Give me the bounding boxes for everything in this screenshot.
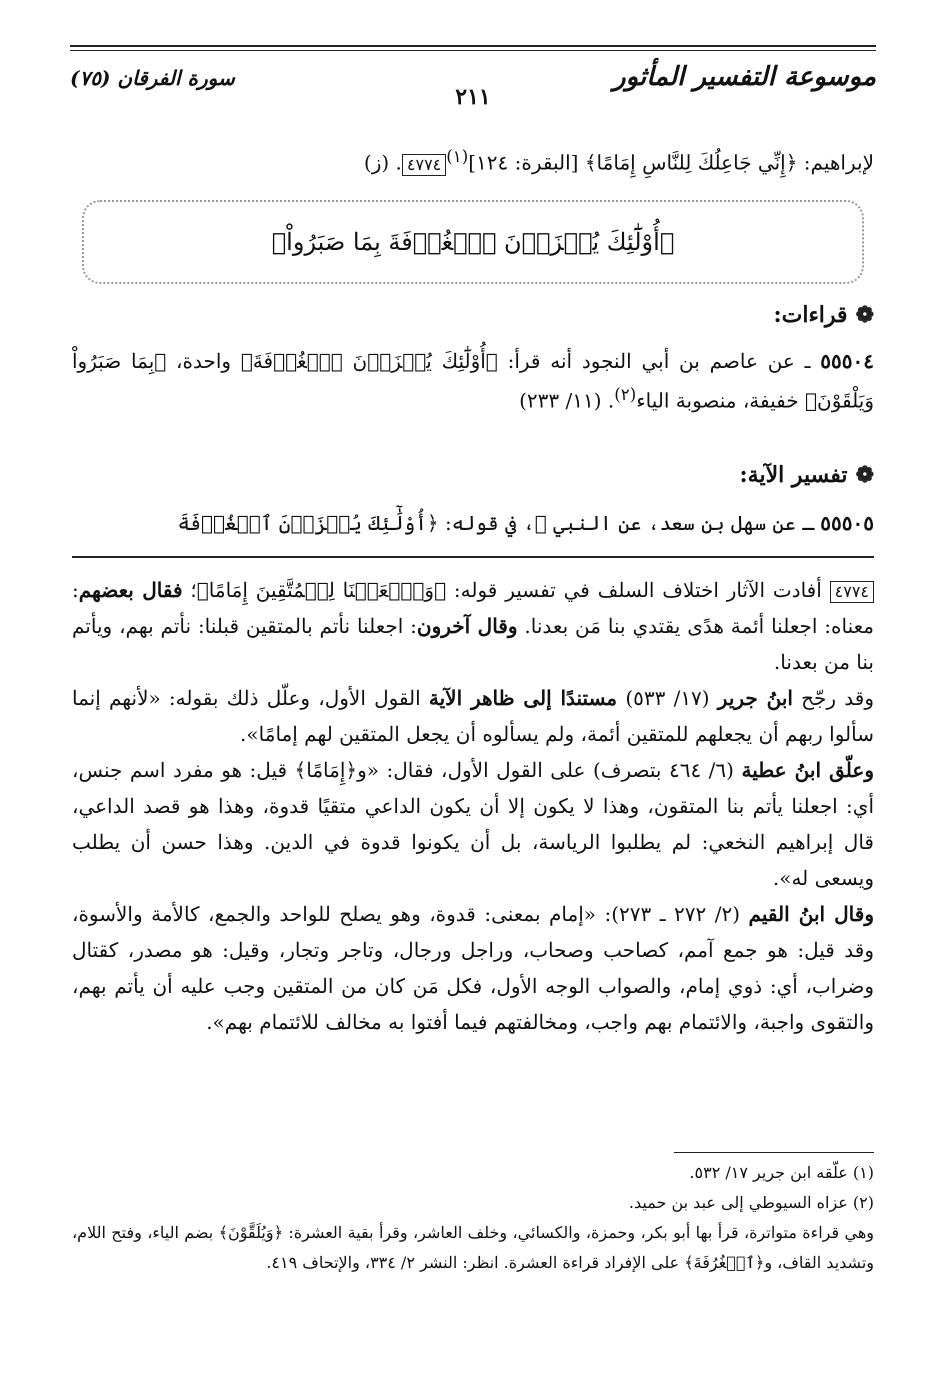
- note-text: : معناه: اجعلنا أئمة هدًى يقتدي بنا مَن بعدنا.: [72, 578, 874, 638]
- intro-tail: . (ز): [363, 150, 402, 175]
- verse-box: [82, 200, 864, 284]
- qiraat-entry: [72, 344, 874, 418]
- intro-text: لإبراهيم: ﴿إِنِّي جَاعِلُكَ لِلنَّاسِ إِمَامًا﴾ [البقرة: ١٢٤]: [468, 150, 874, 175]
- reference-box: ٤٧٧٤: [402, 154, 446, 176]
- note-bold: مستندًا إلى ظاهر الآية: [428, 686, 618, 710]
- note-text: وقد رجّح: [792, 686, 874, 710]
- footnotes: [72, 1158, 874, 1278]
- commentary-note: [72, 572, 874, 1040]
- note-bold: ابنُ عطية: [741, 758, 822, 782]
- note-paragraph: [72, 680, 874, 752]
- tafsir-entry: [72, 506, 874, 540]
- entry-tail: . (١١/ ٢٣٣): [519, 388, 615, 413]
- entry-number: ٥٥٥٠٤: [820, 349, 874, 373]
- qiraat-heading: [774, 302, 875, 328]
- footnote-item: وهي قراءة متواترة، قرأ بها أبو بكر، وحمزة، والكسائي، وخلف العاشر، وقرأ بقية العشرة: ﴿وَيُلَقَّوْنَ﴾ بضم الياء، وفتح اللام، وتشديد القاف، و﴿ٱلۡغُرُفَةَ﴾ على الإفراد قراءة العشرة. انظر: النشر ٢/ ٣٣٤، والإتحاف ٤١٩.: [72, 1223, 874, 1272]
- footnote-mark: (١): [446, 147, 469, 166]
- note-text: (١٧/ ٥٣٣): [617, 686, 718, 710]
- header-rule: [70, 45, 876, 47]
- surah-label: سورة الفرقان (٧٥): [70, 66, 235, 90]
- footnote-item: (٢) عزاه السيوطي إلى عبد بن حميد.: [628, 1193, 874, 1212]
- note-bold: وقال آخرون: [416, 614, 518, 638]
- page-number: ٢١١: [447, 84, 498, 110]
- note-paragraph: [72, 752, 874, 896]
- footnote-item: (١) علّقه ابن جرير ١٧/ ٥٣٢.: [689, 1163, 874, 1182]
- footnote-mark: (٢): [614, 385, 637, 404]
- note-text: القول الأول، وعلّل ذلك بقوله: «لأنهم إنما سألوا ربهم أن يجعلهم للمتقين أئمة، ولم يسألوه أن يجعل المتقين لهم إمامًا».: [72, 686, 874, 746]
- footnote-rule: [674, 1152, 874, 1153]
- entry-text: ـ عن عاصم بن أبي النجود أنه قرأ: ﴿أُوْلَٰٓئِكَ يُجۡزَوۡنَ ٱلۡغُرۡفَةَ﴾ واحدة، ﴿بِمَا صَبَرُواْ وَيَلْقَوْنَ﴾ خفيفة، منصوبة الياء: [72, 349, 874, 413]
- entry-number: ٥٥٥٠٥: [820, 511, 874, 535]
- entry-text: ـ عن سهل بن سعد، عن النبي ﷺ، في قوله: ﴿أُوْلَٰٓئِكَ يُجۡزَوۡنَ ٱلۡغُرۡفَةَ: [177, 511, 814, 535]
- book-title: موسوعة التفسير المأثور: [613, 62, 876, 92]
- tafsir-heading: [740, 462, 874, 488]
- note-text: : اجعلنا نأتم بالمتقين قبلنا: نأتم بهم، ويأتم بنا من بعدنا.: [72, 614, 874, 674]
- note-text: (٢/ ٢٧٢ ـ ٢٧٣): «إمام بمعنى: قدوة، وهو يصلح للواحد والجمع، كالأمة والأسوة، وقد قيل: هو جمع آمم، كصاحب وصحاب، وراجل ورجال، وتاجر وتجار، وقيل: هو مصدر، كقتال وضراب، أي: ذوي إمام، والصواب الوجه الأول، فكل مَن كان من المتقين وجب عليه أن يأتم بهم، والتقوى واجبة، والائتمام بهم واجب، ومخالفتهم فيما أفتوا به مخالف للائتمام بهم».: [72, 902, 874, 1034]
- intro-line: [72, 140, 874, 180]
- flower-icon: ❁: [855, 462, 874, 488]
- note-bold: ابنُ جرير: [717, 686, 793, 710]
- flower-icon: ❁: [855, 302, 874, 328]
- reference-box: ٤٧٧٤: [830, 581, 874, 603]
- header-rule-thin: [70, 50, 876, 51]
- note-paragraph: [72, 572, 874, 680]
- note-text: (٦/ ٤٦٤ بتصرف) على القول الأول، فقال: «و﴿إِمَامًا﴾ قيل: هو مفرد اسم جنس، أي: اجعلنا يأتم بنا المتقون، وهذا لا يكون إلا أن يكون الداعي متقيًا قدوة، وهذا هو قصد الداعي، قال إبراهيم النخعي: لم يطلبوا الرياسة، بل أن يكونوا قدوة في الدين. وهذا حسن أن يطلب ويسعى له».: [72, 758, 874, 890]
- tafsir-heading-text: تفسير الآية:: [739, 462, 848, 488]
- note-bold: وعلّق: [821, 758, 874, 782]
- note-paragraph: [72, 896, 874, 1040]
- note-bold: فقال بعضهم: [78, 578, 183, 602]
- qiraat-heading-text: قراءات:: [773, 302, 848, 328]
- note-bold: وقال: [825, 902, 874, 926]
- note-text: أفادت الآثار اختلاف السلف في تفسير قوله: ﴿وَٱجۡعَلۡنَا لِلۡمُتَّقِينَ إِمَامًا﴾؛: [182, 578, 822, 602]
- note-bold: ابنُ القيم: [748, 902, 826, 926]
- verse-text: ﴿أُوْلَٰٓئِكَ يُجۡزَوۡنَ ٱلۡغُرۡفَةَ بِمَا صَبَرُواْ﴾: [271, 228, 675, 256]
- section-separator: [72, 556, 874, 558]
